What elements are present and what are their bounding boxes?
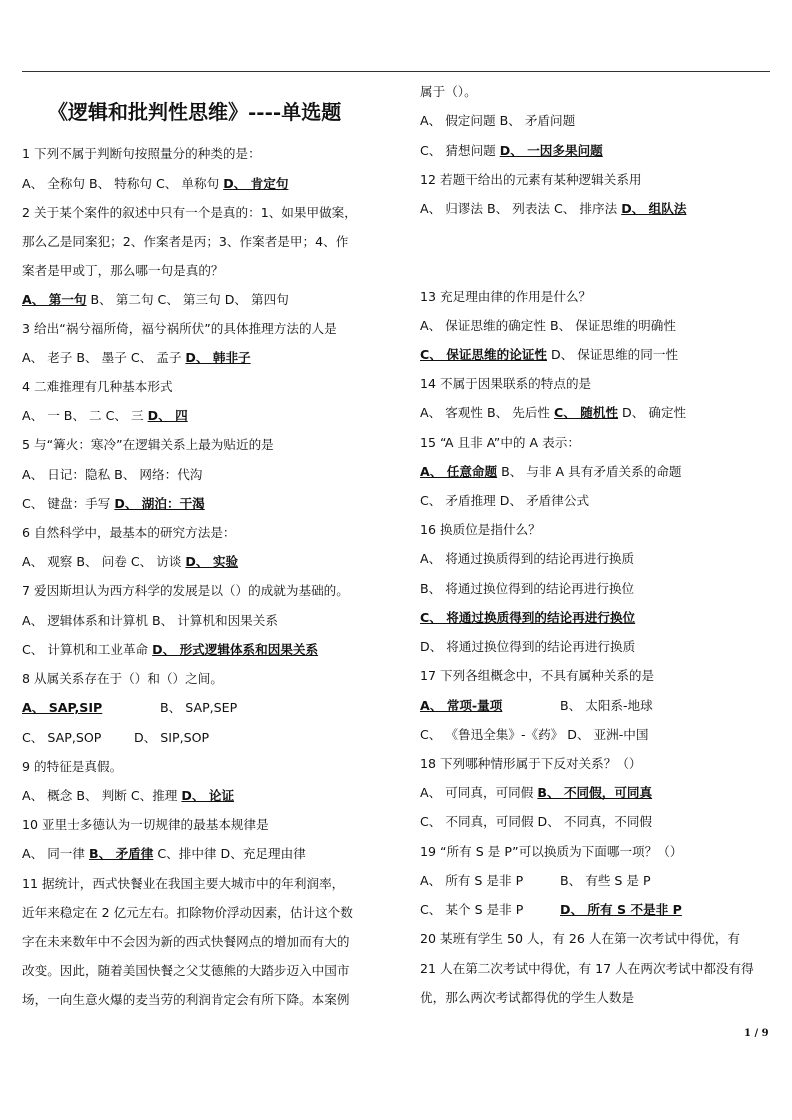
question-3: 3 给出“祸兮福所倚，福兮祸所伏”的具体推理方法的人是 xyxy=(22,321,337,336)
options-16-d: D、 将通过换位得到的结论再进行换质 xyxy=(420,639,636,654)
option-text: B、 太阳系-地球 xyxy=(560,698,653,713)
option-text: B、 与非 A 具有矛盾关系的命题 xyxy=(497,464,682,479)
answer-highlight: D、 所有 S 不是非 P xyxy=(560,902,682,917)
question-15: 15 “A 且非 A”中的 A 表示： xyxy=(420,435,580,450)
answer-highlight: A、 SAP,SIP xyxy=(22,700,103,715)
answer-highlight: C、 保证思维的论证性 xyxy=(420,347,547,362)
question-5: 5 与“篝火：寒冷”在逻辑关系上最为贴近的是 xyxy=(22,437,274,452)
options-12 xyxy=(420,201,686,217)
answer-highlight: A、 第一句 xyxy=(22,292,87,307)
options-19-line-1 xyxy=(420,873,651,889)
question-12: 12 若题干给出的元素有某种逻辑关系用 xyxy=(420,172,642,187)
options-9 xyxy=(22,788,234,804)
options-11-line-2 xyxy=(420,143,603,159)
options-5-line-1: A、 日记：隐私 B、 网络：代沟 xyxy=(22,467,203,482)
option-text: D、 SIP,SOP xyxy=(134,730,210,745)
options-17-line-1 xyxy=(420,698,653,714)
options-18-line-1 xyxy=(420,785,652,801)
options-8-line-1 xyxy=(22,700,237,716)
question-4: 4 二难推理有几种基本形式 xyxy=(22,379,173,394)
header-rule xyxy=(22,71,770,72)
question-18: 18 下列哪种情形属于下反对关系？（） xyxy=(420,756,642,771)
page-number: 1 / 9 xyxy=(744,1028,769,1039)
option-text: A、 一 B、 二 C、 三 xyxy=(22,408,148,423)
question-2-line-1: 2 关于某个案件的叙述中只有一个是真的：1、如果甲做案， xyxy=(22,205,357,220)
question-17: 17 下列各组概念中，不具有属种关系的是 xyxy=(420,668,655,683)
option-text: A、 可同真，可同假 xyxy=(420,785,538,800)
option-text: C、 键盘：手写 xyxy=(22,496,115,511)
options-7-line-1: A、 逻辑体系和计算机 B、 计算机和因果关系 xyxy=(22,613,278,628)
answer-highlight: D、 一因多果问题 xyxy=(499,143,603,158)
question-7: 7 爱因斯坦认为西方科学的发展是以（）的成就为基础的。 xyxy=(22,583,349,598)
answer-highlight: A、 任意命题 xyxy=(420,464,498,479)
question-13: 13 充足理由律的作用是什么？ xyxy=(420,289,592,304)
question-11-line-3: 字在未来数年中不会因为新的西式快餐网点的增加而有大的 xyxy=(22,934,350,949)
option-text: B、 有些 S 是 P xyxy=(560,873,651,888)
option-text: B、 第二句 C、 第三句 D、 第四句 xyxy=(86,292,289,307)
question-9: 9 的特征是真假。 xyxy=(22,759,123,774)
option-text: C、排中律 D、充足理由律 xyxy=(153,846,306,861)
option-text: A、 客观性 B、 先后性 xyxy=(420,405,555,420)
question-20-line-2: 21 人在第二次考试中得优，有 17 人在两次考试中都没有得 xyxy=(420,961,754,976)
question-19: 19 “所有 S 是 P”可以换质为下面哪一项？（） xyxy=(420,844,683,859)
answer-highlight: D、 形式逻辑体系和因果关系 xyxy=(152,642,319,657)
options-11-line-1: A、 假定问题 B、 矛盾问题 xyxy=(420,113,576,128)
question-16: 16 换质位是指什么？ xyxy=(420,522,541,537)
question-11-line-2: 近年来稳定在 2 亿元左右。扣除物价浮动因素，估计这个数 xyxy=(22,905,353,920)
question-10: 10 亚里士多德认为一切规律的最基本规律是 xyxy=(22,817,269,832)
question-6: 6 自然科学中，最基本的研究方法是： xyxy=(22,525,236,540)
option-text: A、 老子 B、 墨子 C、 孟子 xyxy=(22,350,186,365)
option-text: D、 确定性 xyxy=(618,405,687,420)
options-13-line-1: A、 保证思维的确定性 B、 保证思维的明确性 xyxy=(420,318,676,333)
options-16-b: B、 将通过换位得到的结论再进行换位 xyxy=(420,581,635,596)
option-text: C、 SAP,SOP xyxy=(22,730,102,745)
options-2 xyxy=(22,292,289,308)
answer-highlight: D、 四 xyxy=(147,408,188,423)
options-7-line-2 xyxy=(22,642,318,658)
option-text: A、 全称句 B、 特称句 C、 单称句 xyxy=(22,176,224,191)
answer-highlight: C、 随机性 xyxy=(554,405,619,420)
option-text: A、 归谬法 B、 列表法 C、 排序法 xyxy=(420,201,622,216)
options-15-line-2: C、 矛盾推理 D、 矛盾律公式 xyxy=(420,493,590,508)
options-6 xyxy=(22,554,238,570)
answer-highlight: A、 常项-量项 xyxy=(420,698,503,713)
options-14 xyxy=(420,405,686,421)
question-20-line-3: 优，那么两次考试都得优的学生人数是 xyxy=(420,990,635,1005)
question-14: 14 不属于因果联系的特点的是 xyxy=(420,376,592,391)
options-5-line-2 xyxy=(22,496,205,512)
question-11-line-1: 11 据统计，西式快餐业在我国主要大城市中的年利润率， xyxy=(22,876,345,891)
answer-highlight: D、 肯定句 xyxy=(223,176,289,191)
option-text: A、 同一律 xyxy=(22,846,89,861)
answer-highlight: B、 不同假，可同真 xyxy=(537,785,653,800)
options-19-line-2 xyxy=(420,902,682,918)
option-text: C、 某个 S 是非 P xyxy=(420,902,524,917)
options-4 xyxy=(22,408,188,424)
option-text: C、 计算机和工业革命 xyxy=(22,642,153,657)
options-13-line-2 xyxy=(420,347,678,363)
question-2-line-2: 那么乙是同案犯；2、作案者是丙；3、作案者是甲；4、作 xyxy=(22,234,349,249)
options-18-line-2: C、 不同真，可同假 D、 不同真，不同假 xyxy=(420,814,653,829)
question-20-line-1: 20 某班有学生 50 人，有 26 人在第一次考试中得优，有 xyxy=(420,931,740,946)
options-10 xyxy=(22,846,306,862)
question-1: 1 下列不属于判断句按照量分的种类的是： xyxy=(22,146,261,161)
question-11-line-5: 场，一向生意火爆的麦当劳的利润肯定会有所下降。本案例 xyxy=(22,992,350,1007)
options-15-line-1 xyxy=(420,464,682,480)
answer-highlight: D、 湖泊：干渴 xyxy=(114,496,205,511)
question-11-line-4: 改变。因此，随着美国快餐之父艾德熊的大踏步迈入中国市 xyxy=(22,963,350,978)
options-8-line-2 xyxy=(22,730,209,746)
question-2-line-3: 案者是甲或丁，那么哪一句是真的？ xyxy=(22,263,224,278)
options-16-a: A、 将通过换质得到的结论再进行换质 xyxy=(420,551,635,566)
page-title: 《逻辑和批判性思维》----单选题 xyxy=(48,100,342,124)
answer-highlight: B、 矛盾律 xyxy=(89,846,154,861)
option-text: C、 猜想问题 xyxy=(420,143,500,158)
answer-highlight: D、 实验 xyxy=(185,554,239,569)
answer-highlight: D、 韩非子 xyxy=(185,350,251,365)
options-16-c-answer: C、 将通过换质得到的结论再进行换位 xyxy=(420,610,636,625)
option-text: B、 SAP,SEP xyxy=(160,700,238,715)
options-1 xyxy=(22,176,288,192)
options-3 xyxy=(22,350,251,366)
option-text: D、 保证思维的同一性 xyxy=(546,347,679,362)
option-text: A、 观察 B、 问卷 C、 访谈 xyxy=(22,554,186,569)
question-11-line-6: 属于（）。 xyxy=(420,84,477,99)
option-text: A、 概念 B、 判断 C、推理 xyxy=(22,788,182,803)
answer-highlight: D、 论证 xyxy=(181,788,235,803)
options-17-line-2: C、 《鲁迅全集》-《药》 D、 亚洲-中国 xyxy=(420,727,649,742)
question-8: 8 从属关系存在于（）和（）之间。 xyxy=(22,671,223,686)
answer-highlight: D、 组队法 xyxy=(621,201,687,216)
option-text: A、 所有 S 是非 P xyxy=(420,873,524,888)
